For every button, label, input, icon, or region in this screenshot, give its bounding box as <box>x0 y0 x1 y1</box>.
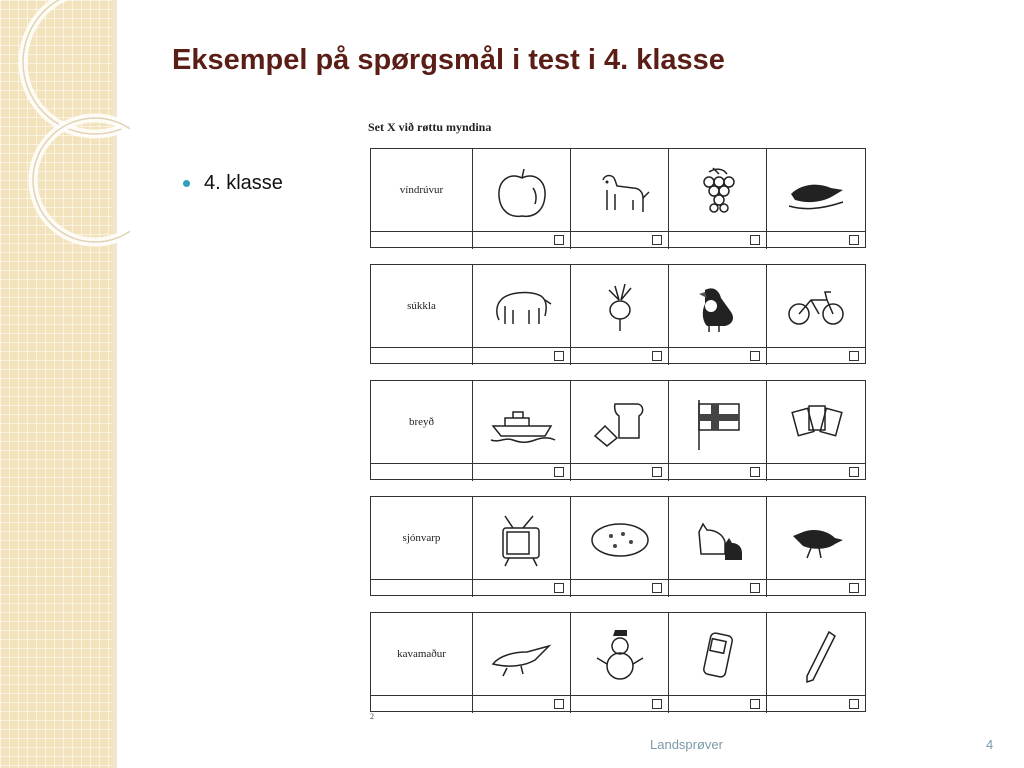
answer-blank-cell <box>371 232 473 249</box>
answer-cell <box>767 696 865 713</box>
answer-checkbox[interactable] <box>849 235 859 245</box>
grapes-icon <box>683 160 753 220</box>
picture-cell <box>473 149 571 232</box>
boat-icon <box>487 392 557 452</box>
crocodile-icon <box>487 624 557 684</box>
answer-cell <box>473 232 571 249</box>
decorative-swirl-icon <box>0 0 130 260</box>
answer-checkbox[interactable] <box>554 235 564 245</box>
answer-cell <box>473 580 571 597</box>
worksheet-scan <box>368 118 868 723</box>
answer-cell <box>473 348 571 365</box>
flag-icon <box>683 392 753 452</box>
answer-checkbox[interactable] <box>554 467 564 477</box>
question-grid <box>370 612 866 712</box>
answer-checkbox[interactable] <box>750 351 760 361</box>
slide-title: Eksempel på spørgsmål i test i 4. klasse <box>172 44 725 76</box>
bird-icon <box>781 160 851 220</box>
question-row <box>370 496 866 599</box>
question-grid <box>370 148 866 248</box>
answer-cell <box>767 232 865 249</box>
answer-checkbox[interactable] <box>652 467 662 477</box>
picture-cell <box>473 497 571 580</box>
question-row <box>370 380 866 483</box>
picture-cell <box>571 613 669 696</box>
answer-cell <box>571 348 669 365</box>
answer-cell <box>669 696 767 713</box>
answer-checkbox[interactable] <box>750 583 760 593</box>
picture-cell <box>473 265 571 348</box>
question-word-cell <box>371 381 473 464</box>
bullet-dot <box>183 180 190 187</box>
question-word: súkkla <box>407 300 436 312</box>
answer-checkbox[interactable] <box>652 699 662 709</box>
answer-cell <box>767 580 865 597</box>
question-word: kavamaður <box>397 648 446 660</box>
picture-cell <box>669 149 767 232</box>
crow-icon <box>781 508 851 568</box>
bullet-item <box>183 172 283 195</box>
picture-cell <box>571 149 669 232</box>
question-grid <box>370 496 866 596</box>
page-number: 4 <box>986 737 994 752</box>
answer-cell <box>669 232 767 249</box>
puffin-icon <box>683 276 753 336</box>
question-word: sjónvarp <box>402 532 441 544</box>
elephant-icon <box>487 276 557 336</box>
answer-checkbox[interactable] <box>750 467 760 477</box>
cats-icon <box>683 508 753 568</box>
answer-checkbox[interactable] <box>554 699 564 709</box>
question-grid <box>370 380 866 480</box>
picture-cell <box>669 265 767 348</box>
beet-icon <box>585 276 655 336</box>
picture-cell <box>767 149 865 232</box>
answer-blank-cell <box>371 696 473 713</box>
picture-cell <box>571 497 669 580</box>
answer-checkbox[interactable] <box>849 583 859 593</box>
bullet-text: 4. klasse <box>204 172 283 194</box>
answer-checkbox[interactable] <box>849 699 859 709</box>
picture-cell <box>669 497 767 580</box>
picture-cell <box>669 381 767 464</box>
worksheet-instruction: Set X við røttu myndina <box>368 120 492 134</box>
answer-checkbox[interactable] <box>554 351 564 361</box>
answer-checkbox[interactable] <box>652 351 662 361</box>
question-row <box>370 148 866 251</box>
answer-checkbox[interactable] <box>849 351 859 361</box>
answer-checkbox[interactable] <box>554 583 564 593</box>
answer-cell <box>669 348 767 365</box>
picture-cell <box>767 265 865 348</box>
footer-text: Landsprøver <box>650 737 723 752</box>
bicycle-icon <box>781 276 851 336</box>
bread-icon <box>585 392 655 452</box>
question-word: breyð <box>408 416 435 428</box>
snowman-icon <box>585 624 655 684</box>
picture-cell <box>669 613 767 696</box>
picture-cell <box>571 265 669 348</box>
picture-cell <box>767 497 865 580</box>
picture-cell <box>473 381 571 464</box>
answer-blank-cell <box>371 464 473 481</box>
pizza-icon <box>585 508 655 568</box>
question-word-cell <box>371 149 473 232</box>
pencil-icon <box>781 624 851 684</box>
question-word: víndrúvur <box>399 184 444 196</box>
answer-cell <box>571 580 669 597</box>
picture-cell <box>571 381 669 464</box>
question-word-cell <box>371 613 473 696</box>
question-row <box>370 264 866 367</box>
answer-cell <box>473 696 571 713</box>
answer-checkbox[interactable] <box>652 235 662 245</box>
answer-cell <box>669 464 767 481</box>
answer-cell <box>669 580 767 597</box>
cards-icon <box>781 392 851 452</box>
question-row <box>370 612 866 715</box>
answer-checkbox[interactable] <box>849 467 859 477</box>
answer-blank-cell <box>371 348 473 365</box>
answer-cell <box>571 232 669 249</box>
answer-cell <box>571 696 669 713</box>
picture-cell <box>767 381 865 464</box>
question-grid <box>370 264 866 364</box>
answer-cell <box>473 464 571 481</box>
question-word-cell <box>371 265 473 348</box>
phone-icon <box>683 624 753 684</box>
answer-checkbox[interactable] <box>750 235 760 245</box>
picture-cell <box>767 613 865 696</box>
picture-cell <box>473 613 571 696</box>
answer-blank-cell <box>371 580 473 597</box>
tv-icon <box>487 508 557 568</box>
answer-cell <box>571 464 669 481</box>
question-word-cell <box>371 497 473 580</box>
dog-icon <box>585 160 655 220</box>
answer-cell <box>767 348 865 365</box>
apple-icon <box>487 160 557 220</box>
answer-cell <box>767 464 865 481</box>
answer-checkbox[interactable] <box>652 583 662 593</box>
answer-checkbox[interactable] <box>750 699 760 709</box>
worksheet-page-note: 2 <box>370 712 374 721</box>
